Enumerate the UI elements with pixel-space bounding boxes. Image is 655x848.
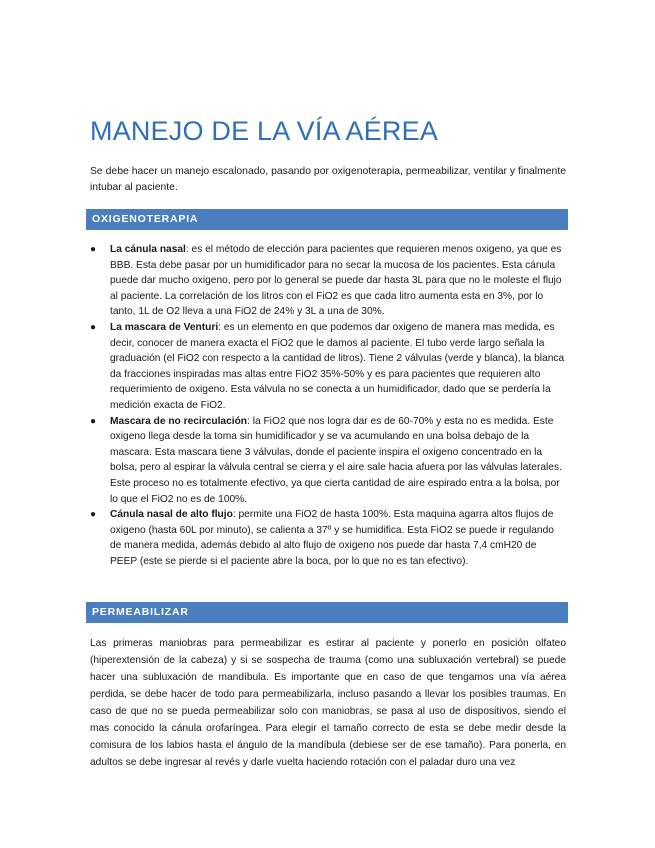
bullet-term: La cánula nasal xyxy=(110,244,186,255)
bullet-text: : la FiO2 que nos logra dar es de 60-70% y esta no es medida. Este oxigeno llega desde la toma sin humidificador y se va acumulando en una bolsa debajo de la mascara. Esta mascara tiene 3 válvulas, donde el paciente inspira el oxigeno concentrado en la bolsa, pero al espirar la válvula central se cierra y el aire sale hacia afuera por las válvulas laterales. Este proceso no es totalmente efectivo, ya que cierta cantidad de aire espirado entra a la bolsa, por lo que el FiO2 no es de 100%. xyxy=(110,415,562,505)
list-item xyxy=(90,414,566,508)
intro-paragraph: Se debe hacer un manejo escalonado, pasando por oxigenoterapia, permeabilizar, ventilar y finalmente intubar al paciente. xyxy=(90,166,566,193)
page-title: MANEJO DE LA VÍA AÉREA xyxy=(90,116,439,146)
permeabilizar-paragraph: Las primeras maniobras para permeabilizar es estirar al paciente y ponerlo en posición olfateo (hiperextensión de la cabeza) y si se sospecha de trauma (como una subluxación vertebral) se puede hacer una subluxación de mandíbula. Es importante que en caso de que tengamos una vía aérea perdida, se debe hacer de todo para permeabilizarla, incluso pasando a llevar los posibles traumas. En caso de que no se pueda permeabilizar solo con maniobras, se pasa al uso de dispositivos, siendo el mas conocido la cánula orofaríngea. Para elegir el tamaño correcto de esta se debe medir desde la comisura de los labios hasta el ángulo de la mandíbula (debiese ser de ese tamaño). Para ponerla, en adultos se debe ingresar al revés y darle vuelta haciendo rotación con el paladar duro una vez xyxy=(90,638,566,768)
list-item xyxy=(90,242,566,320)
list-item xyxy=(90,320,566,414)
list-item xyxy=(90,507,566,569)
bullet-term: La mascara de Venturi xyxy=(110,321,219,333)
bullet-icon: ● xyxy=(90,244,97,255)
bullet-text: : es el método de elección para pacientes que requieren menos oxigeno, ya que es BBB. Esta debe pasar por un humidificador para no secar la mucosa de los pacientes. Esta cánula puede dar mucho oxigeno, pero por lo general se puede dar hasta 3L para que no le moleste el flujo al paciente. La correlación de los litros con el FiO2 es que cada litro aumenta esta en 3%, por lo tanto, 1L de O2 lleva a una FiO2 de 24% y 3L a una de 30%. xyxy=(110,244,562,318)
bullet-icon: ● xyxy=(90,321,97,333)
bullet-term: Cánula nasal de alto flujo xyxy=(110,509,233,521)
bullet-text: : es un elemento en que podemos dar oxigeno de manera mas medida, es decir, conocer de manera exacta el FiO2 que le damos al paciente. El tubo verde largo señala la graduación (el FiO2 con respecto a la cantidad de litros). Tiene 2 válvulas (verde y blanca), la blanca da fracciones inspiradas mas altas entre FiO2 35%-50% y es para pacientes que requieren alto requerimiento de oxigeno. Esta válvula no se conecta a un humidificador, dado que se perdería la medición exacta de FiO2. xyxy=(110,321,565,411)
bullet-icon: ● xyxy=(90,509,97,521)
bullet-term: Mascara de no recirculación xyxy=(110,415,248,427)
section-heading-permeabilizar: PERMEABILIZAR xyxy=(86,602,568,623)
bullet-icon: ● xyxy=(90,415,97,427)
bullet-text: : permite una FiO2 de hasta 100%. Esta maquina agarra altos flujos de oxigeno (hasta 60L por minuto), se calienta a 37º y se humidifica. Esta FiO2 se puede ir regulando de manera medida, además debido al alto flujo de oxigeno nos puede dar hasta 7,4 cmH20 de PEEP (este se pierde si el paciente abre la boca, por lo que no es tan efectivo). xyxy=(110,509,554,567)
section-heading-oxigenoterapia: OXIGENOTERAPIA xyxy=(86,209,568,230)
oxigenoterapia-list xyxy=(90,242,566,569)
